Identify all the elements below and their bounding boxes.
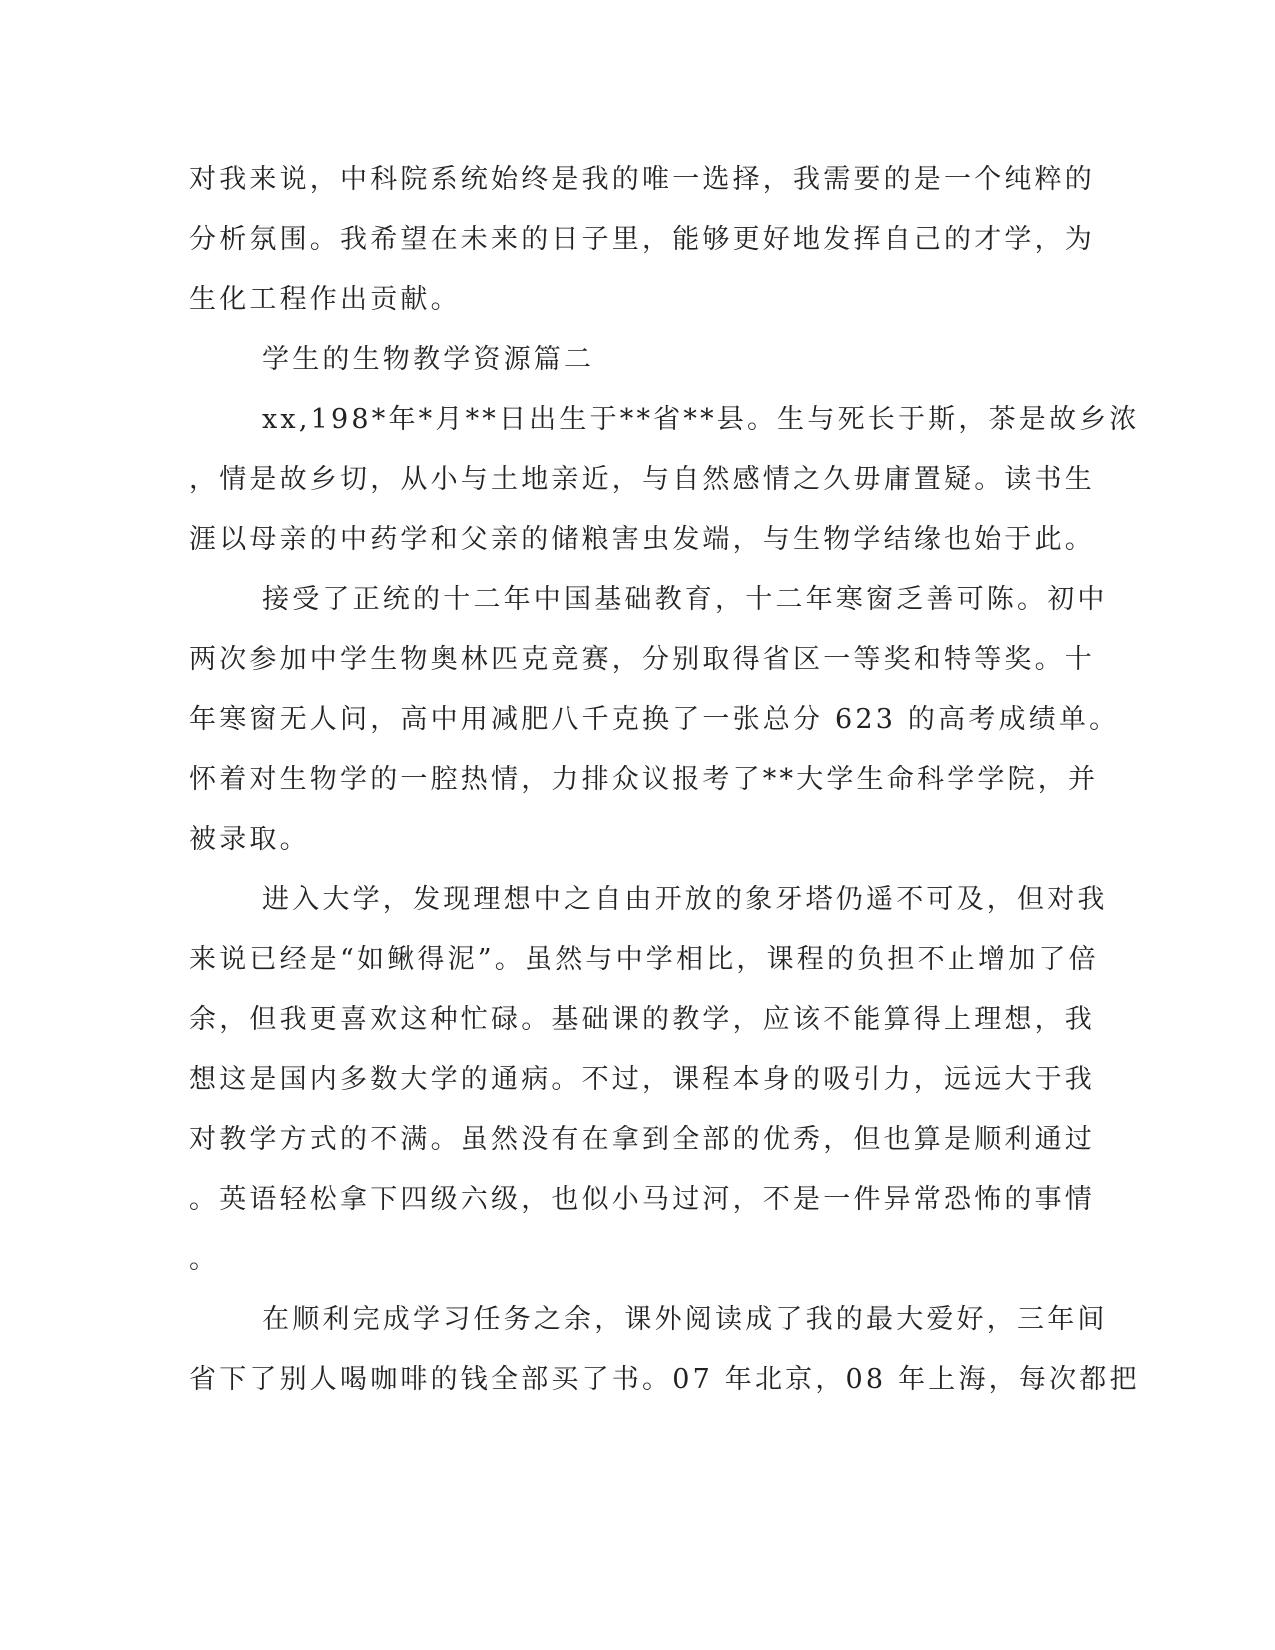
text-line: 对我来说，中科院系统始终是我的唯一选择，我需要的是一个纯粹的 <box>189 164 1095 195</box>
text-line: 两次参加中学生物奥林匹克竞赛，分别取得省区一等奖和特等奖。十 <box>189 644 1095 675</box>
text-line: 想这是国内多数大学的通病。不过，课程本身的吸引力，远远大于我 <box>189 1064 1095 1095</box>
text-line: 进入大学，发现理想中之自由开放的象牙塔仍遥不可及，但对我 <box>262 884 1108 915</box>
text-line: 来说已经是“如鳅得泥”。虽然与中学相比，课程的负担不止增加了倍 <box>189 944 1099 975</box>
text-line: 省下了别人喝咖啡的钱全部买了书。07 年北京，08 年上海，每次都把 <box>189 1364 1140 1395</box>
section-heading: 学生的生物教学资源篇二 <box>262 344 595 375</box>
text-line: xx,198*年*月**日出生于**省**县。生与死长于斯，茶是故乡浓 <box>262 404 1140 435</box>
text-line: 接受了正统的十二年中国基础教育，十二年寒窗乏善可陈。初中 <box>262 584 1108 615</box>
text-line: 年寒窗无人问，高中用减肥八千克换了一张总分 623 的高考成绩单。 <box>189 704 1120 735</box>
text-line: ，情是故乡切，从小与土地亲近，与自然感情之久毋庸置疑。读书生 <box>189 464 1095 495</box>
text-line: 。 <box>189 1244 220 1275</box>
text-line: 。英语轻松拿下四级六级，也似小马过河，不是一件异常恐怖的事情 <box>189 1184 1095 1215</box>
text-line: 在顺利完成学习任务之余，课外阅读成了我的最大爱好，三年间 <box>262 1304 1108 1335</box>
text-line: 分析氛围。我希望在未来的日子里，能够更好地发挥自己的才学，为 <box>189 224 1095 255</box>
text-line: 被录取。 <box>189 824 310 855</box>
text-line: 怀着对生物学的一腔热情，力排众议报考了**大学生命科学学院，并 <box>189 764 1099 795</box>
text-line: 对教学方式的不满。虽然没有在拿到全部的优秀，但也算是顺利通过 <box>189 1124 1095 1155</box>
text-line: 涯以母亲的中药学和父亲的储粮害虫发端，与生物学结缘也始于此。 <box>189 524 1095 555</box>
text-line: 余，但我更喜欢这种忙碌。基础课的教学，应该不能算得上理想，我 <box>189 1004 1095 1035</box>
text-line: 生化工程作出贡献。 <box>189 284 461 315</box>
